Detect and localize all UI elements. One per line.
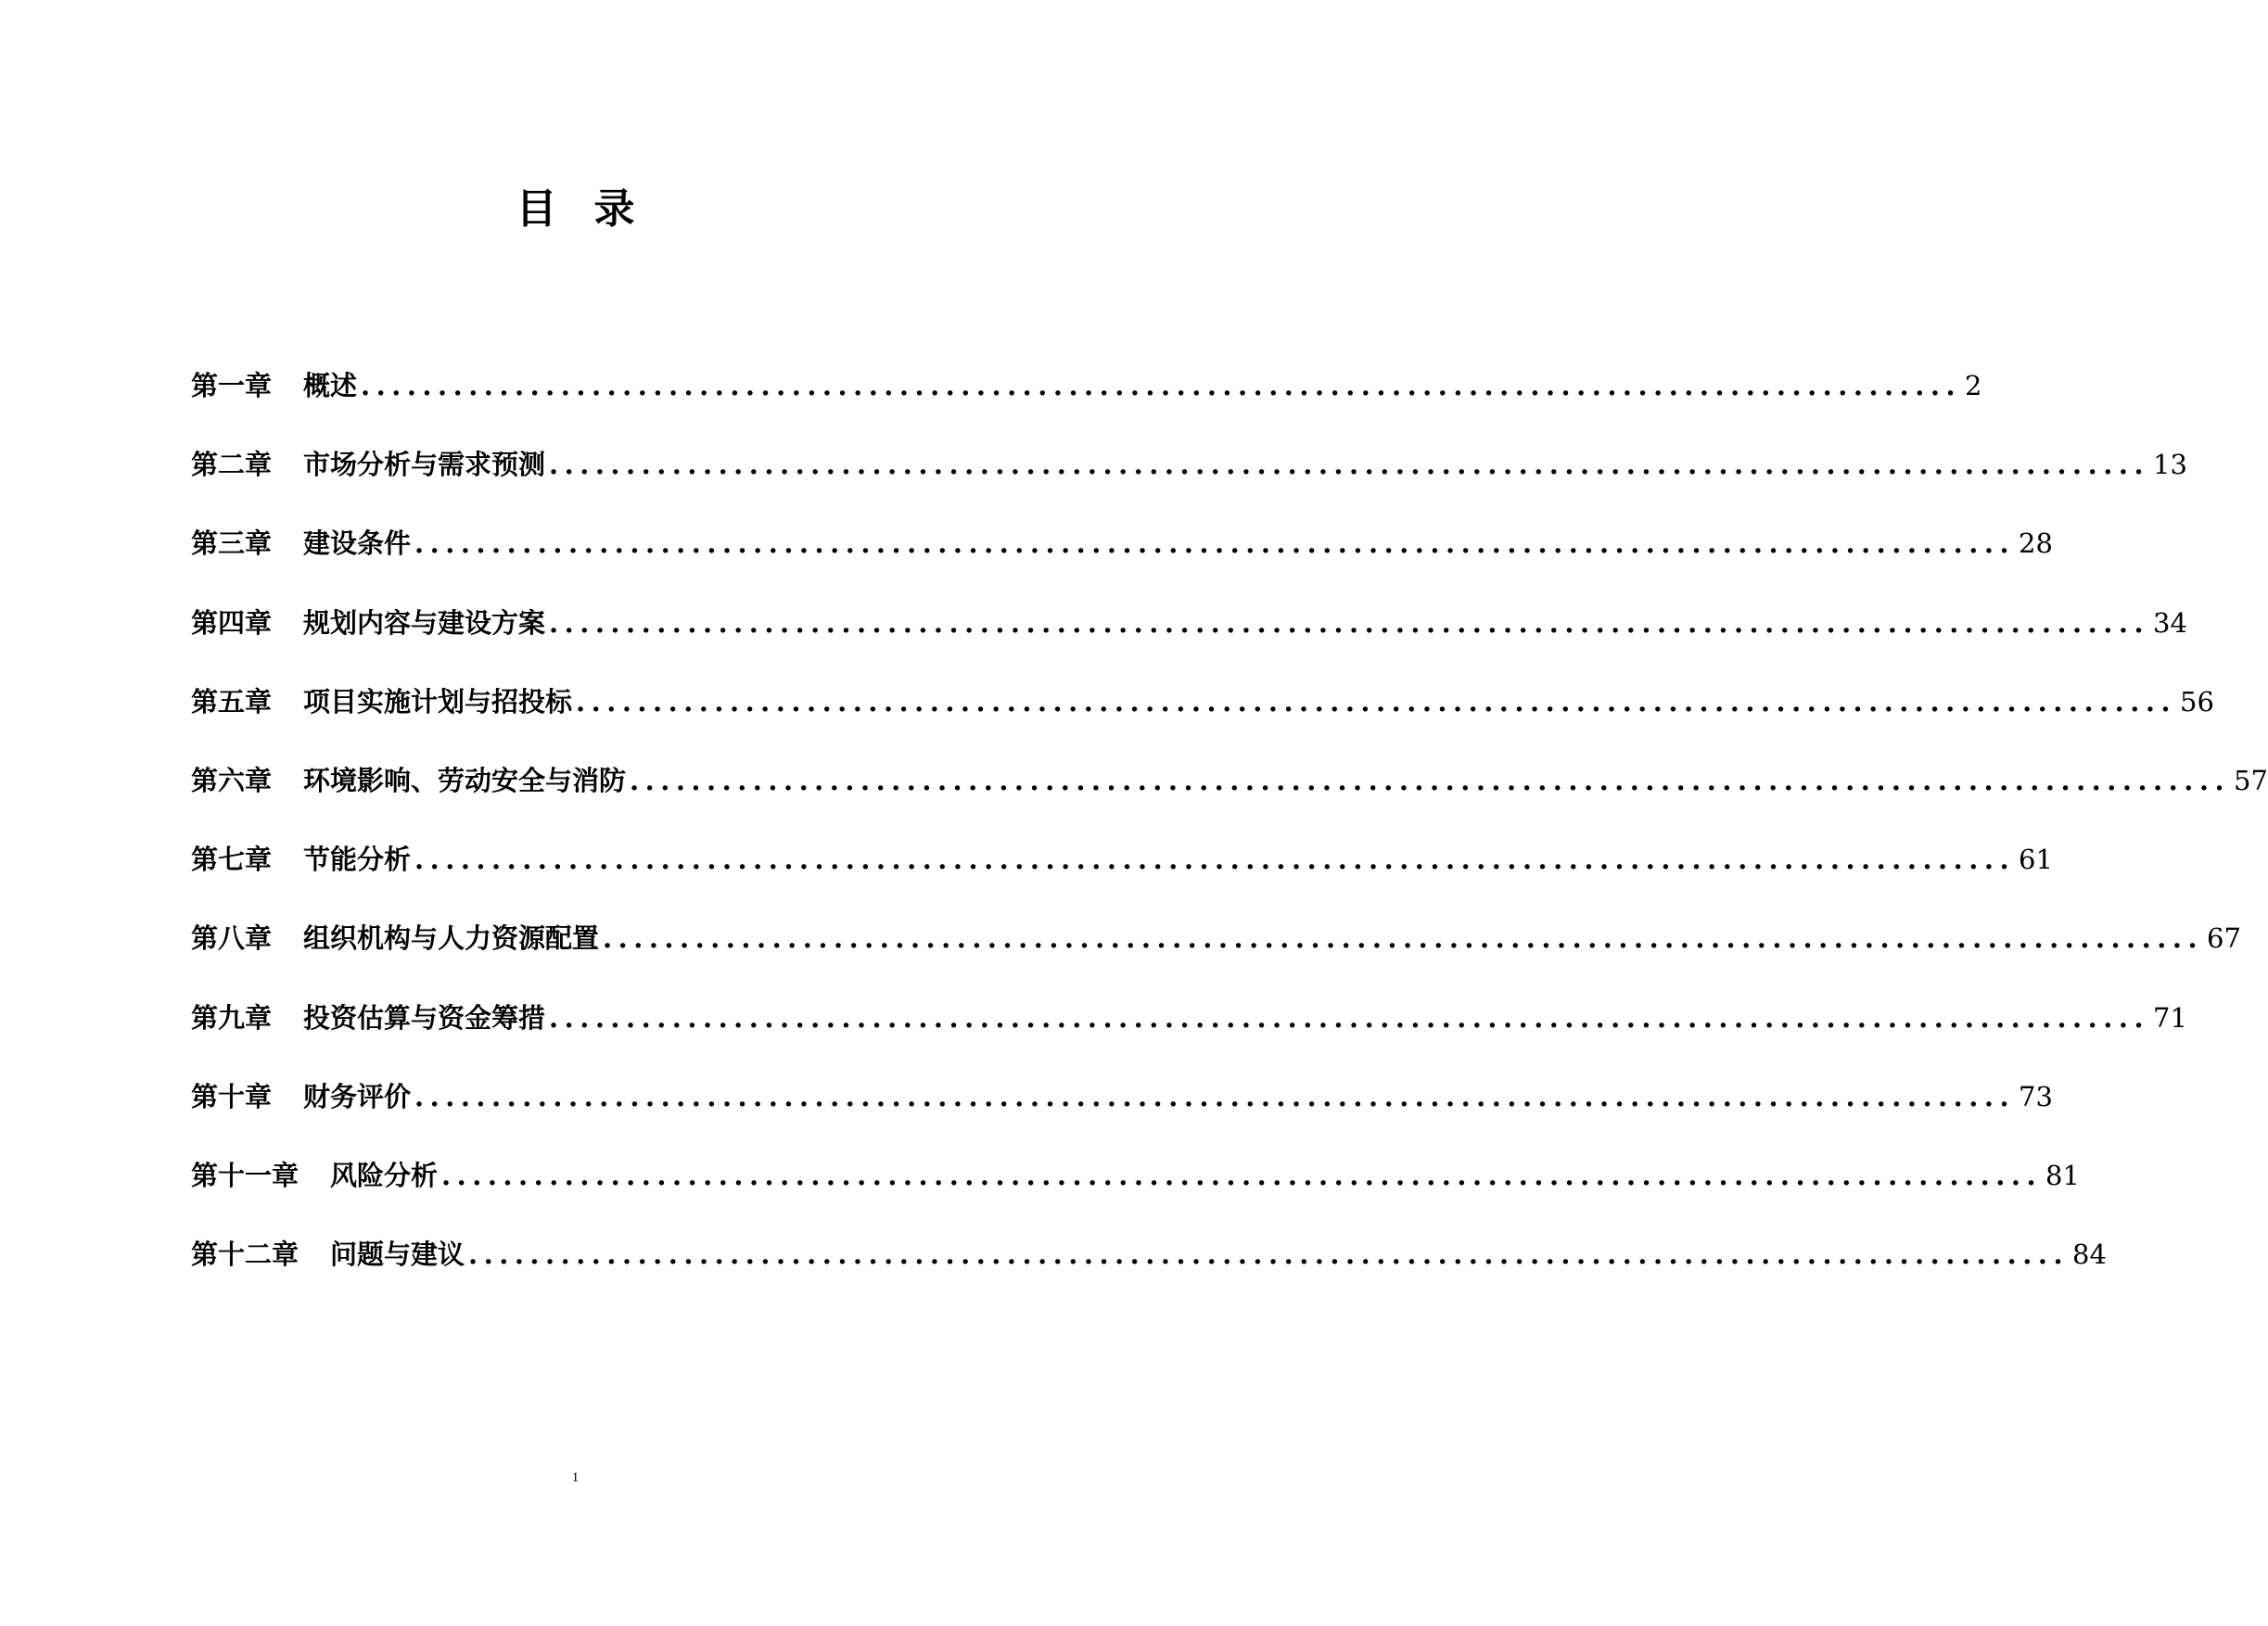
toc-chapter-number: 第十二章 (191, 1239, 299, 1271)
page-title-char: 录 (593, 185, 635, 233)
toc-chapter-number: 第六章 (191, 764, 273, 796)
toc-chapter-number: 第二章 (191, 449, 273, 481)
toc-chapter-title: 风险分析 (330, 1159, 439, 1191)
toc-page-number: 84 (2072, 1239, 2107, 1271)
toc-entry[interactable] (191, 525, 2053, 603)
toc-entry[interactable] (191, 1236, 2107, 1315)
toc-dot-leader: ........................................................................................................ (414, 844, 2016, 876)
toc-dot-leader: ........................................................................................................ (630, 764, 2231, 796)
toc-dot-leader: ........................................................................................................ (603, 922, 2204, 955)
toc-dot-leader: ........................................................................................................ (549, 449, 2150, 481)
toc-chapter-title: 节能分析 (303, 844, 412, 876)
toc-chapter-title: 建设条件 (303, 527, 412, 560)
toc-chapter-number: 第十章 (191, 1080, 273, 1112)
toc-page-number: 71 (2153, 1001, 2187, 1034)
toc-dot-leader: ........................................................................................................ (549, 606, 2150, 639)
toc-page-number: 13 (2153, 449, 2187, 481)
toc-entry[interactable] (191, 446, 2187, 525)
toc-chapter-number: 第五章 (191, 685, 273, 718)
toc-chapter-title: 组织机构与人力资源配置 (303, 922, 600, 955)
toc-chapter-number: 第七章 (191, 844, 273, 876)
toc-entry[interactable] (191, 683, 2214, 762)
toc-entry[interactable] (191, 604, 2187, 683)
toc-chapter-number: 第一章 (191, 370, 273, 401)
toc-chapter-number: 第八章 (191, 922, 273, 955)
table-of-contents (191, 367, 2268, 1315)
toc-dot-leader: ........................................................................................................ (549, 1001, 2150, 1034)
toc-chapter-number: 第四章 (191, 606, 273, 639)
toc-entry[interactable] (191, 1157, 2080, 1236)
toc-chapter-number: 第三章 (191, 527, 273, 560)
toc-chapter-title: 财务评价 (303, 1080, 412, 1112)
toc-chapter-title: 规划内容与建设方案 (303, 606, 546, 639)
toc-entry[interactable] (191, 841, 2053, 920)
toc-chapter-title: 投资估算与资金筹措 (303, 1001, 546, 1034)
toc-page-number: 2 (1965, 370, 1982, 401)
footer-page-number: 1 (571, 1470, 580, 1485)
toc-page-number: 57 (2234, 764, 2268, 796)
toc-page-number: 56 (2180, 685, 2214, 718)
toc-dot-leader: ........................................................................................................ (468, 1239, 2070, 1271)
toc-chapter-number: 第九章 (191, 1001, 273, 1034)
toc-entry[interactable] (191, 920, 2241, 998)
toc-chapter-title: 概述 (303, 370, 358, 401)
toc-chapter-title: 市场分析与需求预测 (303, 449, 546, 481)
toc-chapter-number: 第十一章 (191, 1159, 299, 1191)
page-title-char: 目 (516, 185, 557, 233)
toc-dot-leader: ........................................................................................................ (576, 685, 2177, 718)
toc-dot-leader: ........................................................................................................ (414, 527, 2016, 560)
toc-page-number: 28 (2019, 527, 2053, 560)
toc-dot-leader: ........................................................................................................ (441, 1159, 2043, 1191)
toc-page-number: 67 (2207, 922, 2241, 955)
toc-page-number: 73 (2019, 1080, 2053, 1112)
toc-page-number: 34 (2153, 606, 2187, 639)
toc-chapter-title: 项目实施计划与招投标 (303, 685, 573, 718)
page-title (0, 182, 1151, 237)
toc-entry[interactable] (191, 367, 1982, 446)
toc-dot-leader: ........................................................................................................ (414, 1080, 2016, 1112)
toc-dot-leader: ........................................................................................................ (361, 370, 1962, 401)
toc-chapter-title: 环境影响、劳动安全与消防 (303, 764, 627, 796)
toc-entry[interactable] (191, 999, 2187, 1078)
toc-chapter-title: 问题与建议 (330, 1239, 465, 1271)
toc-page-number: 81 (2045, 1159, 2080, 1191)
toc-page-number: 61 (2019, 844, 2053, 876)
toc-entry[interactable] (191, 762, 2268, 841)
toc-entry[interactable] (191, 1078, 2053, 1157)
